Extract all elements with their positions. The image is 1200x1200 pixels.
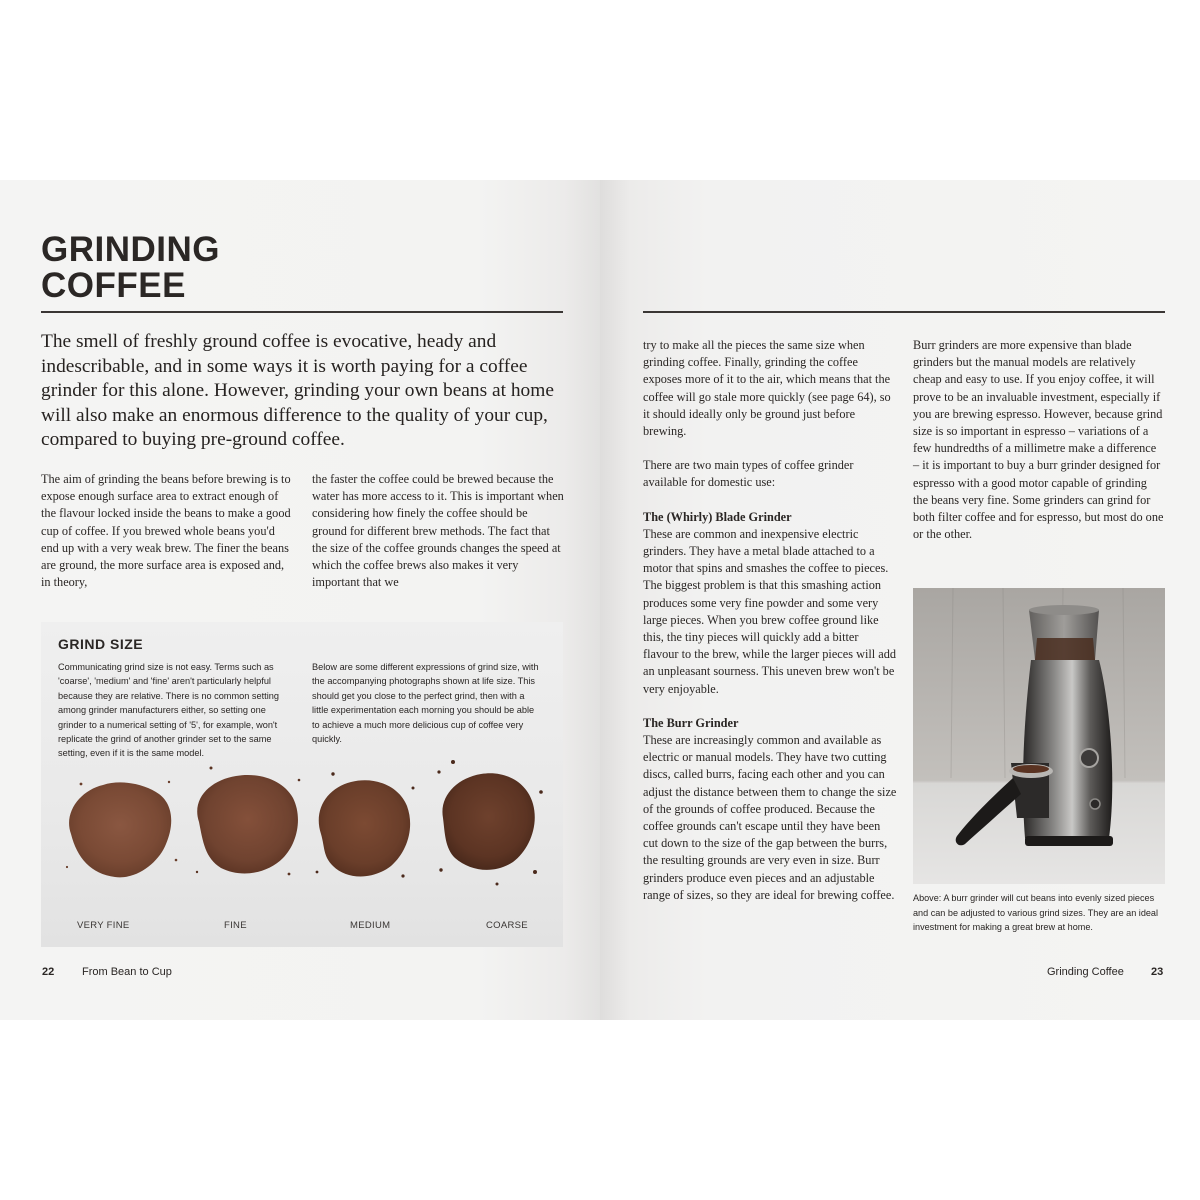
title-rule	[41, 311, 563, 313]
grind-label-medium: MEDIUM	[350, 920, 391, 931]
body-paragraph: Burr grinders are more expensive than blade grinders but the manual models are relatively cheap and easy to use. If you enjoy coffee, it will prove to be an invaluable investment, especially if you are brewing espresso. However, because grind size is so important in espresso – variations of a few hundredths of a millimetre make a difference – it is important to buy a burr grinder designed for espresso with a good motor capable of grinding the beans very fine. Some grinders can grind for both filter coffee and for espresso, but most do one or the other.	[913, 338, 1164, 542]
burr-grinder-photo	[913, 588, 1165, 884]
grind-pile-very-fine	[66, 781, 177, 878]
page-number-left: 22	[42, 966, 55, 978]
photo-caption: Above: A burr grinder will cut beans into evenly sized pieces and can be adjusted to various grind sizes. They are an ideal investment for making a great brew at home.	[913, 893, 1159, 932]
body-column-2	[312, 471, 564, 591]
blade-grinder-text: These are common and inexpensive electric grinders. They have a metal blade attached to a motor that spins and smashes the coffee to pieces. The biggest problem is that this smashing action produces some very fine powder and some very large pieces. When you brew coffee ground like this, the tiny pieces will quickly add a bitter flavour to the brew, while the larger pieces will add an unpleasant sourness. This uneven brew won't be very enjoyable.	[643, 526, 897, 696]
blade-grinder-heading: The (Whirly) Blade Grinder	[643, 509, 792, 524]
body-paragraph: The aim of grinding the beans before brewing is to expose enough surface area to extract enough of the flavour locked inside the beans to make a good cup of coffee. If you brewed whole beans you'd end up with a very weak brew. The finer the beans are ground, the more surface area is exposed and, in theory,	[41, 472, 291, 590]
grind-pile-fine	[196, 767, 301, 876]
title-line-2: COFFEE	[41, 266, 186, 305]
grind-label-very-fine: VERY FINE	[77, 920, 130, 931]
burr-grinder-text: These are increasingly common and available as electric or manual models. They have two cutting discs, called burrs, facing each other and you can adjust the distance between them to change the size of the grounds of coffee produced. Because the coffee grounds can't escape until they have been cut down to the size of the gap between the burrs, the resulting grounds are very even in size. Burr grinders produce even pieces and an adjustable range of sizes, so they are ideal for brewing coffee.	[643, 733, 897, 902]
running-footer-right: Grinding Coffee	[1047, 966, 1124, 978]
grind-label-coarse: COARSE	[486, 920, 528, 931]
grind-size-title: GRIND SIZE	[58, 636, 144, 652]
grind-size-text-2: Below are some different expressions of grind size, with the accompanying photographs shown at life size. This should get you close to the perfect grind, then with a little experimentation each morning you should be able to achieve a much more delicious cup of coffee very quickly.	[312, 662, 539, 745]
grind-size-panel	[41, 622, 563, 947]
burr-grinder-heading: The Burr Grinder	[643, 715, 739, 730]
body-paragraph: There are two main types of coffee grinder available for domestic use:	[643, 458, 854, 490]
left-page	[0, 180, 600, 1020]
title-line-1: GRINDING	[41, 230, 220, 269]
body-paragraph: try to make all the pieces the same size when grinding coffee. Finally, grinding the coffee exposes more of it to the air, which means that the coffee will go stale more quickly (see page 64), so it should ideally only be ground just before brewing.	[643, 338, 891, 439]
page-title	[41, 232, 220, 304]
body-column-1	[41, 471, 291, 591]
body-paragraph: the faster the coffee could be brewed because the water has more access to it. This is important when considering how finely the coffee should be ground for different brew methods. The fact that the size of the coffee grounds changes the speed at which the coffee brews also makes it very important that we	[312, 472, 564, 590]
body-column-3	[643, 337, 897, 904]
header-rule	[643, 311, 1165, 313]
right-page	[600, 180, 1200, 1020]
grind-pile-medium	[316, 772, 415, 877]
body-column-4	[913, 337, 1165, 543]
coffee-grind-photos	[41, 622, 563, 947]
book-spread	[0, 180, 1200, 1020]
running-footer-left: From Bean to Cup	[82, 966, 172, 978]
page-number-right: 23	[1151, 966, 1164, 978]
grind-pile-coarse	[437, 760, 542, 886]
grind-label-fine: FINE	[224, 920, 247, 931]
intro-paragraph: The smell of freshly ground coffee is evocative, heady and indescribable, and in some ways it is worth paying for a coffee grinder for this alone. However, grinding your own beans at home will also make an enormous difference to the quality of your cup, compared to buying pre-ground coffee.	[41, 331, 554, 450]
grind-size-text-1: Communicating grind size is not easy. Terms such as 'coarse', 'medium' and 'fine' aren't particularly helpful because they are relative. There is no common setting among grinder manufacturers either, so setting one grinder to a numerical setting of '5', for example, won't replicate the grind of another grinder set to the same setting, even if it is the same model.	[58, 662, 279, 759]
